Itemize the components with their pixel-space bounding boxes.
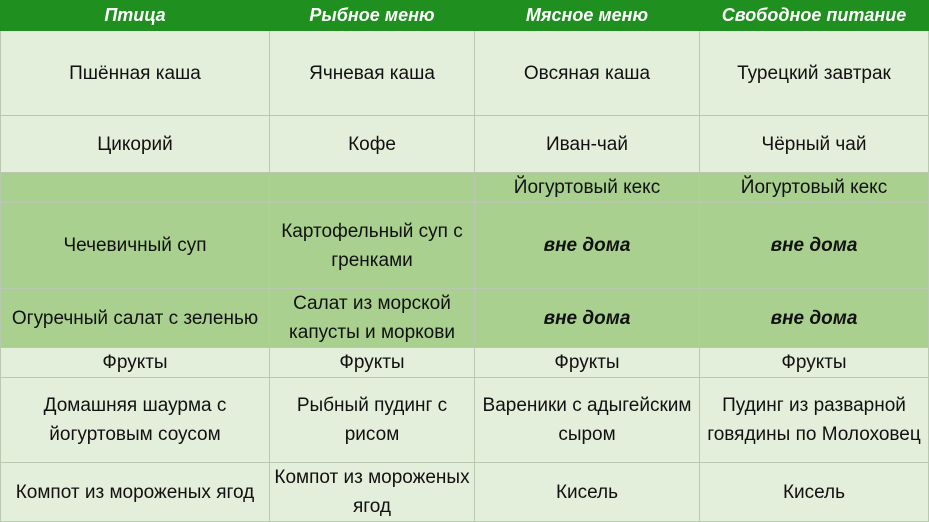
- header-cell-fish-menu: Рыбное меню: [270, 1, 475, 31]
- table-row: [1, 463, 929, 522]
- table-cell: Йогуртовый кекс: [475, 173, 700, 203]
- table-cell: Огуречный салат с зеленью: [1, 289, 270, 348]
- table-row: [1, 378, 929, 463]
- table-cell: Пшённая каша: [1, 31, 270, 116]
- header-cell-meat-menu: Мясное меню: [475, 1, 700, 31]
- header-row: [1, 1, 929, 31]
- table-cell: вне дома: [475, 203, 700, 289]
- table-cell: Компот из мороженых ягод: [1, 463, 270, 522]
- table-row: [1, 203, 929, 289]
- table-cell: Чечевичный суп: [1, 203, 270, 289]
- table-cell: Овсяная каша: [475, 31, 700, 116]
- table-cell: Турецкий завтрак: [700, 31, 929, 116]
- table-cell: Йогуртовый кекс: [700, 173, 929, 203]
- table-cell: Вареники с адыгейским сыром: [475, 378, 700, 463]
- table-cell: Фрукты: [1, 348, 270, 378]
- table-row: [1, 173, 929, 203]
- table-cell: Фрукты: [475, 348, 700, 378]
- table-cell: Фрукты: [270, 348, 475, 378]
- header-cell-free-diet: Свободное питание: [700, 1, 929, 31]
- table-cell: Цикорий: [1, 116, 270, 173]
- table-cell: Домашняя шаурма с йогуртовым соусом: [1, 378, 270, 463]
- table-cell: Рыбный пудинг с рисом: [270, 378, 475, 463]
- table-cell: Салат из морской капусты и моркови: [270, 289, 475, 348]
- table-cell: [1, 173, 270, 203]
- table-cell: Кисель: [475, 463, 700, 522]
- table-cell: вне дома: [700, 289, 929, 348]
- table-cell: Кофе: [270, 116, 475, 173]
- table-cell: Ячневая каша: [270, 31, 475, 116]
- menu-body: [1, 31, 929, 522]
- table-cell: Компот из мороженых ягод: [270, 463, 475, 522]
- table-row: [1, 116, 929, 173]
- table-cell: Кисель: [700, 463, 929, 522]
- table-cell: Иван-чай: [475, 116, 700, 173]
- table-cell: Пудинг из разварной говядины по Молоховец: [700, 378, 929, 463]
- table-row: [1, 31, 929, 116]
- table-cell: Фрукты: [700, 348, 929, 378]
- table-cell: [270, 173, 475, 203]
- table-cell: вне дома: [700, 203, 929, 289]
- table-row: [1, 348, 929, 378]
- table-cell: Картофельный суп с гренками: [270, 203, 475, 289]
- table-cell: вне дома: [475, 289, 700, 348]
- table-row: [1, 289, 929, 348]
- table-cell: Чёрный чай: [700, 116, 929, 173]
- header-cell-ptitsa: Птица: [1, 1, 270, 31]
